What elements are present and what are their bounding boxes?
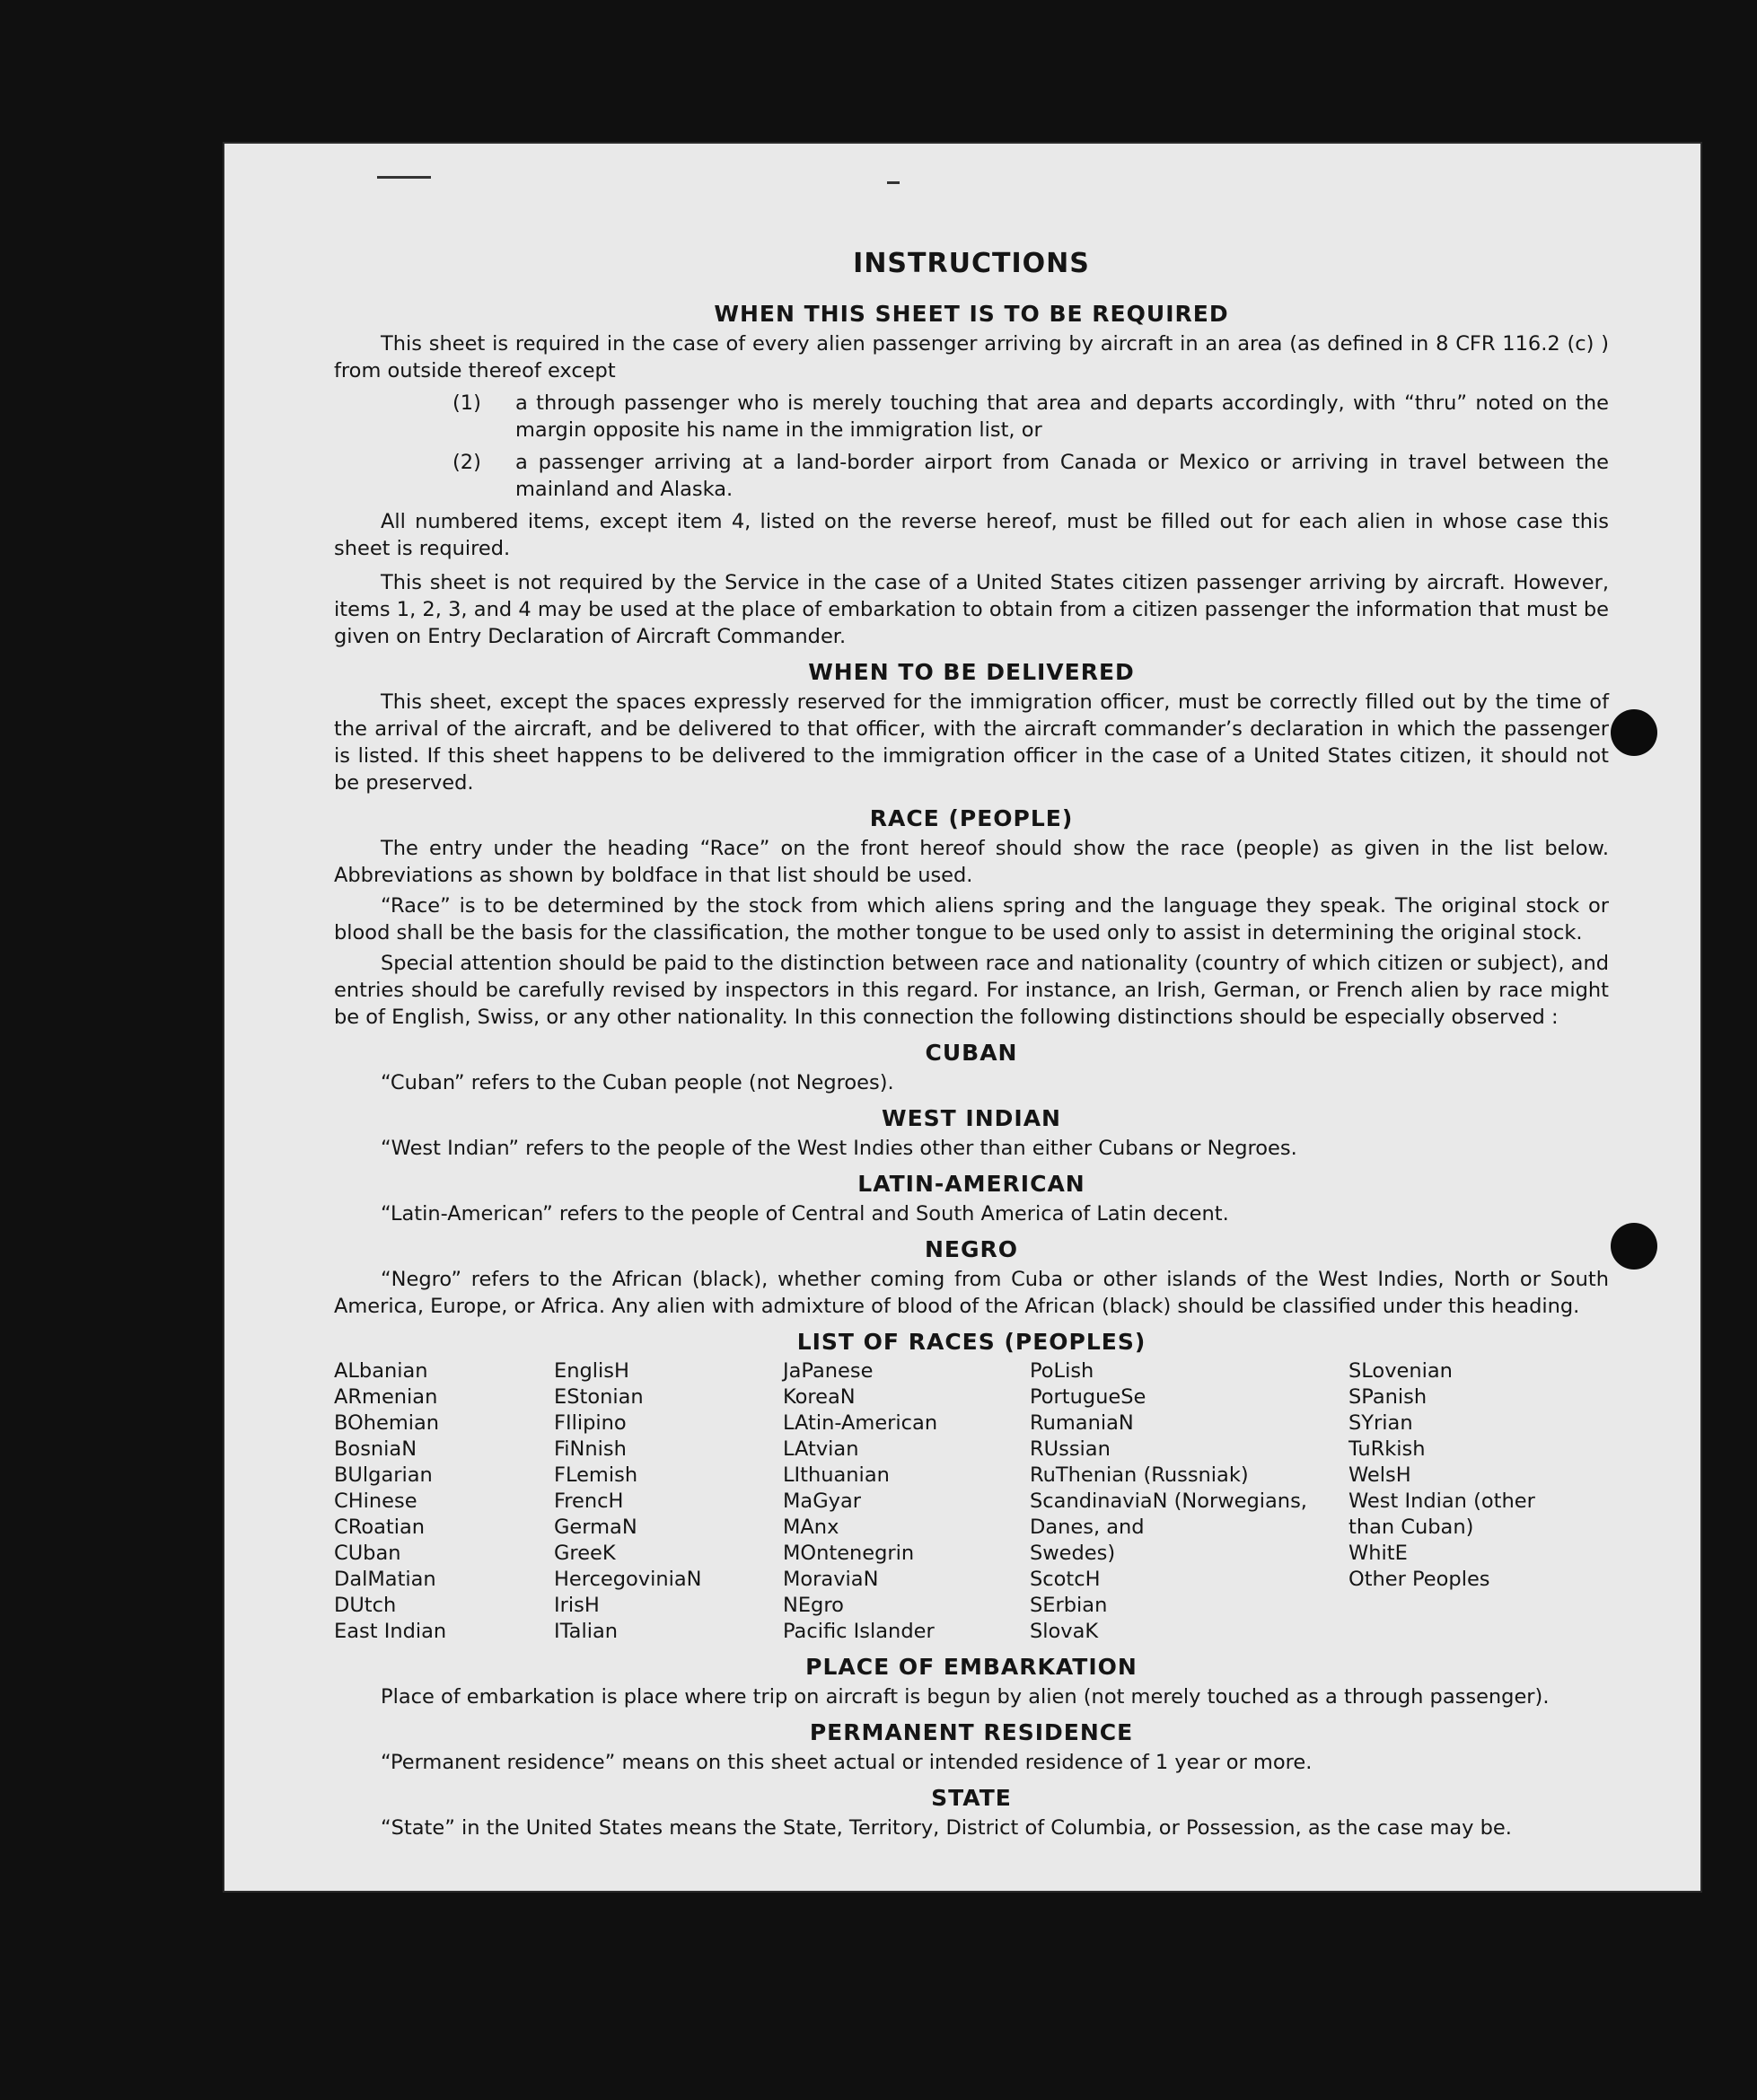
race-entry: EnglisH [554, 1359, 629, 1383]
instructions-content [334, 248, 1609, 1841]
race-entry: SlovaK [1030, 1620, 1099, 1643]
print-mark [377, 176, 431, 179]
race-entry: ALbanian [334, 1359, 428, 1383]
heading-race: RACE (PEOPLE) [869, 805, 1074, 831]
heading-state: STATE [931, 1785, 1012, 1811]
negro-paragraph: “Negro” refers to the African (black), whether coming from Cuba or other islands of the West Indies, North or South America, Europe, or Africa. Any alien with admixture of blood of the African (black) should be classified under this heading. [334, 1268, 1609, 1318]
race-entry: MoraviaN [783, 1568, 879, 1591]
item-text: a through passenger who is merely touching that area and departs accordingly, with “thru” noted on the margin opposite his name in the immigration list, or [515, 391, 1609, 442]
races-column-4 [1030, 1358, 1348, 1645]
race-entry: HercegoviniaN [554, 1568, 702, 1591]
heading-list-of-races: LIST OF RACES (PEOPLES) [796, 1329, 1146, 1355]
heading-latin-american: LATIN-AMERICAN [857, 1171, 1085, 1197]
race-entry: DalMatian [334, 1568, 436, 1591]
race-entry: KoreaN [783, 1385, 856, 1409]
race-entry: MAnx [783, 1516, 839, 1539]
item-text: a passenger arriving at a land-border airport from Canada or Mexico or arriving in travel between the mainland and Alaska. [515, 451, 1609, 501]
race-paragraph-2: “Race” is to be determined by the stock from which aliens spring and the language they speak. The original stock or blood shall be the basis for the classification, the mother tongue to be used only to assist in determining the original stock. [334, 894, 1609, 945]
heading-negro: NEGRO [924, 1236, 1019, 1262]
residence-paragraph: “Permanent residence” means on this sheet actual or intended residence of 1 year or more. [381, 1751, 1313, 1774]
item-number: (1) [452, 391, 481, 415]
race-entry: FrencH [554, 1489, 624, 1513]
punch-hole [1611, 709, 1657, 756]
race-entry: BOhemian [334, 1411, 440, 1435]
race-entry: WhitE [1348, 1542, 1408, 1565]
race-entry: RumaniaN [1030, 1411, 1134, 1435]
races-column-2 [554, 1358, 783, 1645]
race-entry: GreeK [554, 1542, 616, 1565]
heading-west-indian: WEST INDIAN [882, 1105, 1061, 1131]
race-entry: PortugueSe [1030, 1385, 1146, 1409]
exception-item-2 [334, 449, 1609, 503]
race-entry: MaGyar [783, 1489, 861, 1513]
required-paragraph-2: All numbered items, except item 4, listed on the reverse hereof, must be filled out for each alien in whose case this sheet is required. [334, 510, 1609, 560]
race-entry: LIthuanian [783, 1463, 890, 1487]
race-entry: SPanish [1348, 1385, 1428, 1409]
races-list [334, 1358, 1609, 1645]
item-number: (2) [452, 451, 481, 474]
delivered-paragraph: This sheet, except the spaces expressly reserved for the immigration officer, must be correctly filled out by the time of the arrival of the aircraft, and be delivered to that officer, with the aircraft commander’s declaration in which the passenger is listed. If this sheet happens to be delivered to the immigration officer in the case of a United States citizen, it should not be preserved. [334, 690, 1609, 795]
race-entry: West Indian (other [1348, 1489, 1535, 1513]
race-entry: ScotcH [1030, 1568, 1101, 1591]
races-column-1 [334, 1358, 554, 1645]
state-paragraph: “State” in the United States means the State, Territory, District of Columbia, or Possession, as the case may be. [381, 1816, 1512, 1840]
race-entry: GermaN [554, 1516, 637, 1539]
race-entry: IrisH [554, 1594, 600, 1617]
race-entry: BosniaN [334, 1437, 417, 1461]
race-entry: NEgro [783, 1594, 844, 1617]
cuban-paragraph: “Cuban” refers to the Cuban people (not Negroes). [381, 1071, 894, 1094]
race-entry: ITalian [554, 1620, 618, 1643]
exception-item-1 [334, 390, 1609, 444]
race-entry: Swedes) [1030, 1542, 1116, 1565]
race-entry: LAtin-American [783, 1411, 938, 1435]
race-entry: WelsH [1348, 1463, 1411, 1487]
race-entry: SLovenian [1348, 1359, 1453, 1383]
race-paragraph-1: The entry under the heading “Race” on the front hereof should show the race (people) as given in the list below. Abbreviations as shown by boldface in that list should be used. [334, 837, 1609, 887]
race-entry: CRoatian [334, 1516, 426, 1539]
print-mark [887, 181, 900, 184]
races-column-3 [783, 1358, 1030, 1645]
heading-residence: PERMANENT RESIDENCE [809, 1719, 1134, 1745]
race-entry: RUssian [1030, 1437, 1111, 1461]
races-column-5 [1348, 1358, 1609, 1645]
race-entry: SYrian [1348, 1411, 1413, 1435]
race-entry: East Indian [334, 1620, 447, 1643]
page-title: INSTRUCTIONS [853, 248, 1090, 279]
race-entry: MOntenegrin [783, 1542, 915, 1565]
heading-embarkation: PLACE OF EMBARKATION [805, 1654, 1138, 1680]
race-entry: Danes, and [1030, 1516, 1145, 1539]
punch-hole [1611, 1223, 1657, 1270]
race-entry: Other Peoples [1348, 1568, 1490, 1591]
race-entry: SErbian [1030, 1594, 1108, 1617]
race-entry: ScandinaviaN (Norwegians, [1030, 1489, 1307, 1513]
heading-cuban: CUBAN [925, 1040, 1018, 1066]
race-entry: ARmenian [334, 1385, 438, 1409]
west-indian-paragraph: “West Indian” refers to the people of the West Indies other than either Cubans or Negroes. [381, 1137, 1297, 1160]
race-entry: LAtvian [783, 1437, 859, 1461]
required-paragraph-1: This sheet is required in the case of every alien passenger arriving by aircraft in an area (as defined in 8 CFR 116.2 (c) ) from outside thereof except [334, 332, 1609, 382]
heading-required: WHEN THIS SHEET IS TO BE REQUIRED [714, 301, 1229, 327]
race-entry: RuThenian (Russniak) [1030, 1463, 1249, 1487]
race-entry: FLemish [554, 1463, 638, 1487]
heading-delivered: WHEN TO BE DELIVERED [808, 659, 1135, 685]
race-entry: than Cuban) [1348, 1516, 1474, 1539]
race-entry: FiNnish [554, 1437, 627, 1461]
race-entry: CHinese [334, 1489, 417, 1513]
embarkation-paragraph: Place of embarkation is place where trip on aircraft is begun by alien (not merely touched as a through passenger). [381, 1685, 1550, 1709]
document-sheet [223, 142, 1702, 1893]
race-entry: PoLish [1030, 1359, 1094, 1383]
race-entry: JaPanese [783, 1359, 874, 1383]
race-entry: CUban [334, 1542, 401, 1565]
race-entry: EStonian [554, 1385, 644, 1409]
race-entry: Pacific Islander [783, 1620, 935, 1643]
race-entry: FIlipino [554, 1411, 627, 1435]
required-paragraph-3: This sheet is not required by the Service in the case of a United States citizen passenger arriving by aircraft. However, items 1, 2, 3, and 4 may be used at the place of embarkation to obtain from a citizen passenger the information that must be given on Entry Declaration of Aircraft Commander. [334, 571, 1609, 648]
race-paragraph-3: Special attention should be paid to the distinction between race and nationality (country of which citizen or subject), and entries should be carefully revised by inspectors in this regard. For instance, an Irish, German, or French alien by race might be of English, Swiss, or any other nationality. In this connection the following distinctions should be especially observed : [334, 952, 1609, 1029]
race-entry: BUlgarian [334, 1463, 433, 1487]
latin-american-paragraph: “Latin-American” refers to the people of Central and South America of Latin decent. [381, 1202, 1229, 1226]
race-entry: TuRkish [1348, 1437, 1426, 1461]
race-entry: DUtch [334, 1594, 397, 1617]
